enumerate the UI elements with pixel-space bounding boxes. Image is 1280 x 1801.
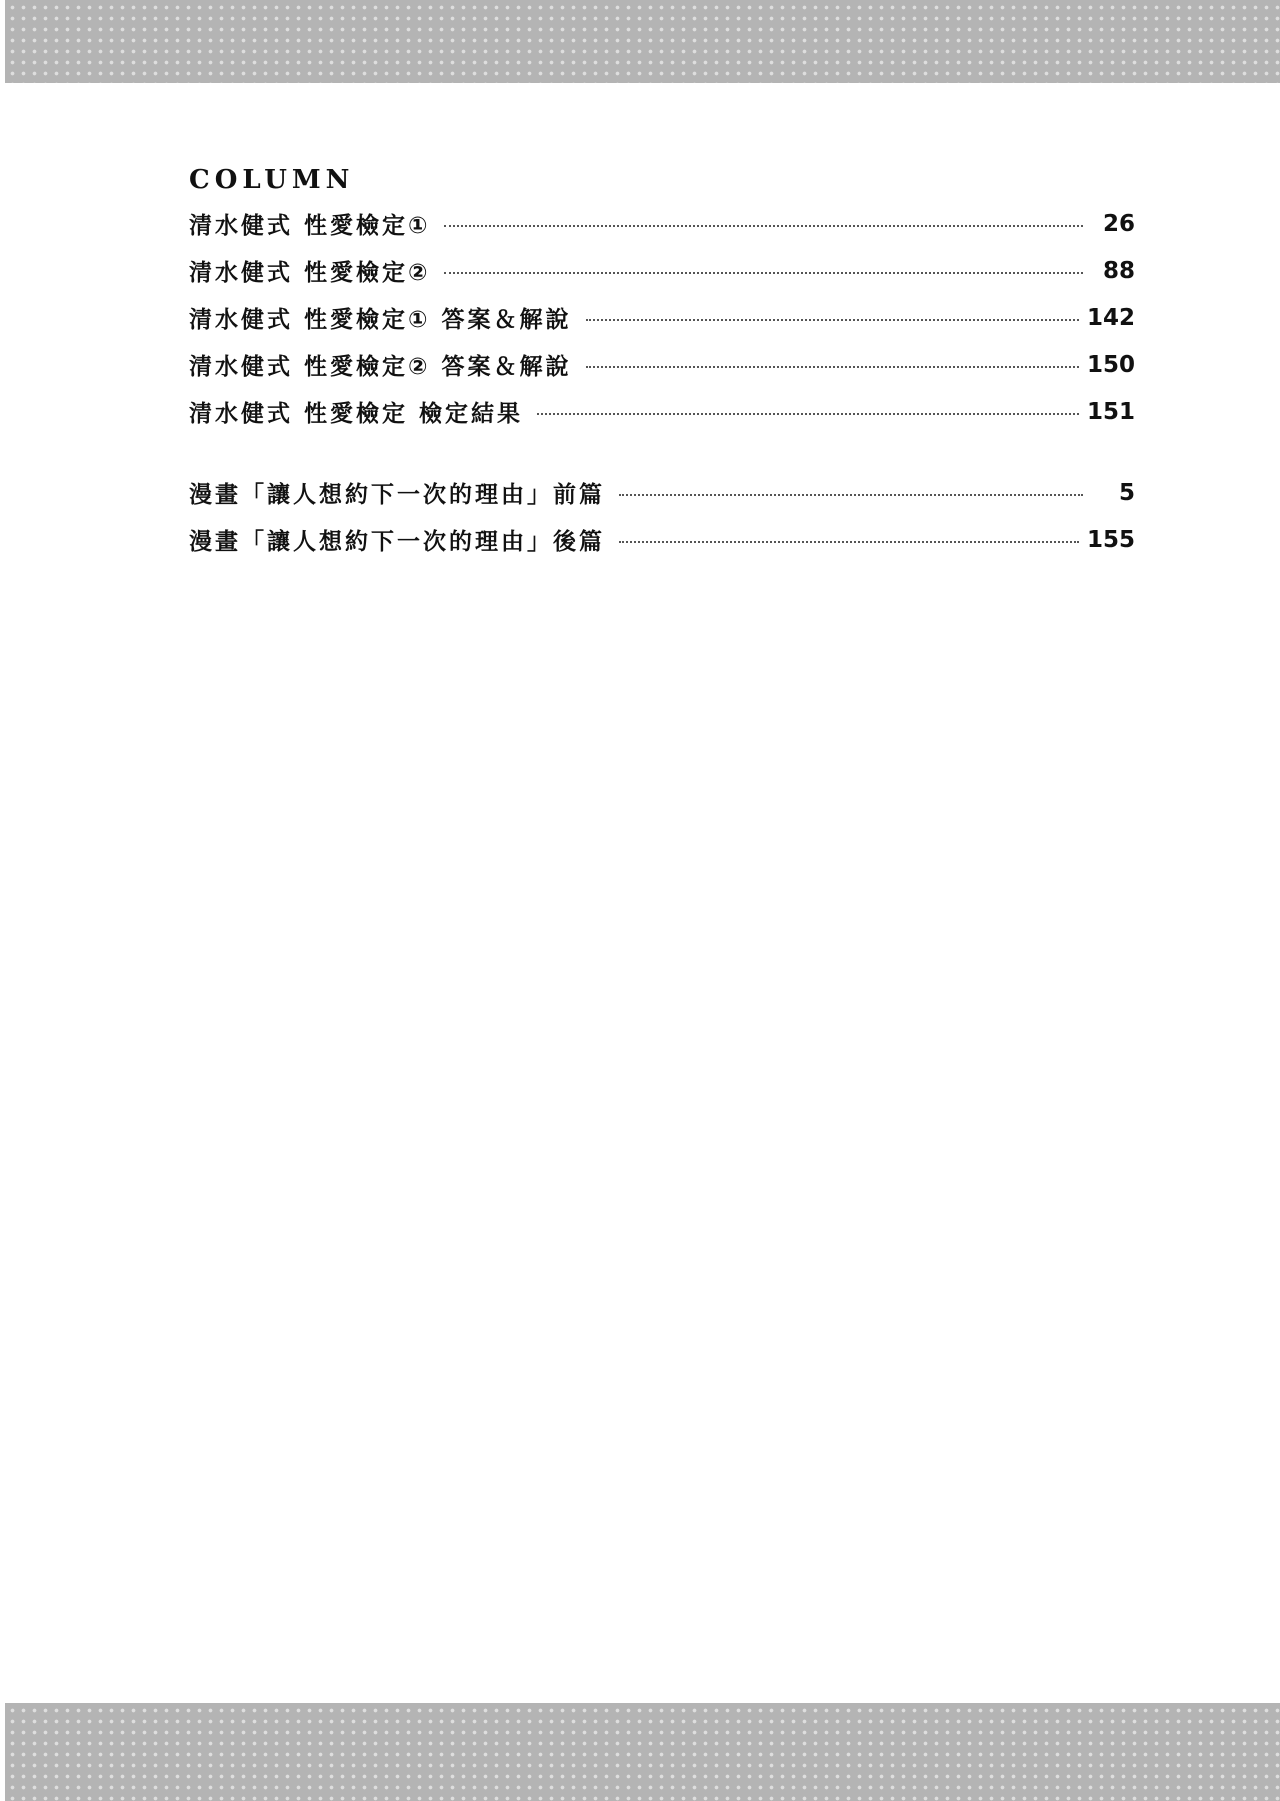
toc-entry-title: 清水健式 性愛檢定② bbox=[189, 260, 431, 286]
dot-leader bbox=[537, 413, 1079, 415]
bottom-dotted-band bbox=[5, 1703, 1280, 1801]
toc-entry-page: 26 bbox=[1102, 210, 1135, 237]
toc-entry-title: 清水健式 性愛檢定① bbox=[189, 213, 431, 239]
dot-leader bbox=[444, 225, 1083, 227]
toc-entry-title: 清水健式 性愛檢定② 答案＆解說 bbox=[189, 354, 572, 380]
toc-entry-page: 150 bbox=[1086, 351, 1135, 378]
toc-entry[interactable] bbox=[189, 516, 1135, 563]
toc-entry-title: 清水健式 性愛檢定① 答案＆解說 bbox=[189, 307, 572, 333]
dot-leader bbox=[619, 494, 1083, 496]
toc-entry[interactable] bbox=[189, 388, 1135, 435]
column-list bbox=[189, 200, 1135, 435]
table-of-contents bbox=[189, 160, 1135, 563]
column-heading: COLUMN bbox=[189, 165, 355, 195]
toc-entry-page: 88 bbox=[1102, 257, 1135, 284]
manga-list bbox=[189, 469, 1135, 563]
toc-entry-page: 142 bbox=[1086, 304, 1135, 331]
dot-leader bbox=[619, 541, 1079, 543]
toc-entry-title: 漫畫「讓人想約下一次的理由」後篇 bbox=[189, 529, 605, 555]
toc-entry[interactable] bbox=[189, 294, 1135, 341]
toc-entry-page: 151 bbox=[1086, 398, 1135, 425]
toc-entry[interactable] bbox=[189, 200, 1135, 247]
toc-entry[interactable] bbox=[189, 247, 1135, 294]
toc-entry[interactable] bbox=[189, 341, 1135, 388]
top-dotted-band bbox=[5, 0, 1280, 83]
section-spacer bbox=[189, 435, 1135, 469]
dot-leader bbox=[586, 319, 1079, 321]
toc-entry[interactable] bbox=[189, 469, 1135, 516]
dot-leader bbox=[586, 366, 1079, 368]
dot-leader bbox=[444, 272, 1083, 274]
toc-entry-title: 漫畫「讓人想約下一次的理由」前篇 bbox=[189, 482, 605, 508]
toc-entry-page: 155 bbox=[1086, 526, 1135, 553]
toc-entry-title: 清水健式 性愛檢定 檢定結果 bbox=[189, 401, 524, 427]
toc-entry-page: 5 bbox=[1118, 479, 1135, 506]
